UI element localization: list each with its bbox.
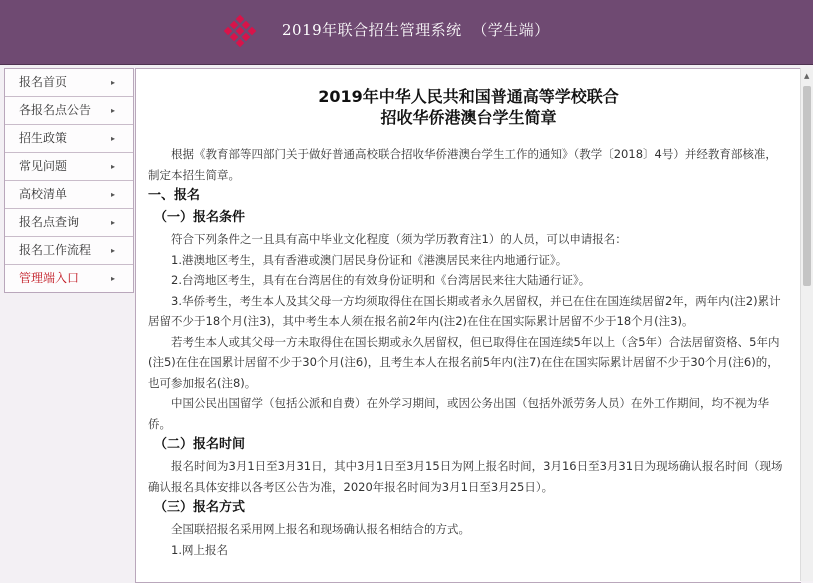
document-title-line2: 招收华侨港澳台学生简章 [380, 108, 557, 127]
condition-item: 1.港澳地区考生，具有香港或澳门居民身份证和《港澳居民来往内地通行证》。 [171, 252, 568, 267]
method-paragraph: 全国联招报名采用网上报名和现场确认报名相结合的方式。 [171, 522, 470, 536]
time-paragraph: 报名时间为3月1日至3月31日，其中3月1日至3月15日为网上报名时间，3月16日至3月31日为现场确认报名时间（现场确认报名具体安排以各考区公告为准，2020年报名时间为3月1日至3月25日）。 [148, 459, 783, 494]
sidebar-item-label: 报名首页 [19, 75, 68, 89]
chevron-right-icon: ▸ [110, 106, 115, 115]
condition-item: 3.华侨考生，考生本人及其父母一方均须取得住在国长期或者永久居留权，并已在住在国连续居留2年，两年内(注2)累计居留不少于18个月(注3)，其中考生本人须在报名前2年内(注2)在住在国实际累计居留不少于18个月(注3)。 [148, 293, 781, 328]
chevron-right-icon: ▸ [110, 78, 115, 87]
chevron-right-icon: ▸ [110, 162, 115, 171]
sidebar-item-policy[interactable] [5, 125, 133, 153]
chevron-right-icon: ▸ [110, 190, 115, 199]
sidebar-item-faq[interactable] [5, 153, 133, 181]
document-panel [135, 68, 801, 583]
sidebar-item-site-search[interactable] [5, 209, 133, 237]
conditions-intro: 符合下列条件之一且具有高中毕业文化程度（须为学历教育注1）的人员，可以申请报名： [171, 232, 627, 246]
section-heading: 一、报名 [148, 188, 201, 203]
sidebar-item-label: 报名工作流程 [19, 243, 92, 257]
condition-extra: 若考生本人或其父母一方未取得住在国长期或永久居留权，但已取得住在国连续5年以上（含5年）合法居留资格、5年内(注5)在住在国累计居留不少于30个月(注6)，且考生本人在报名前5年内(注7)在住在国实际累计居留不少于30个月(注6)的，也可参加报名(注8)。 [148, 334, 780, 390]
sidebar-item-admin-entry[interactable] [5, 265, 133, 292]
sidebar-item-label: 常见问题 [19, 159, 68, 173]
diamond-grid-logo-icon [221, 14, 261, 48]
sidebar-item-label: 各报名点公告 [19, 103, 92, 117]
chevron-right-icon: ▸ [110, 218, 115, 227]
sidebar-item-announcements[interactable] [5, 97, 133, 125]
subsection-heading: （三）报名方式 [154, 500, 246, 515]
sidebar-nav [4, 68, 134, 293]
method-item: 1.网上报名 [171, 542, 228, 557]
sidebar-item-label: 招生政策 [19, 131, 68, 145]
chevron-right-icon: ▸ [110, 134, 115, 143]
chevron-right-icon: ▸ [110, 246, 115, 255]
scrollbar-thumb[interactable] [803, 86, 811, 286]
document-title-line1: 2019年中华人民共和国普通高等学校联合 [318, 87, 619, 106]
subsection-heading: （二）报名时间 [154, 437, 246, 452]
sidebar-item-label: 高校清单 [19, 187, 68, 201]
app-header [0, 0, 813, 65]
intro-paragraph: 根据《教育部等四部门关于做好普通高校联合招收华侨港澳台学生工作的通知》（教学〔2018〕4号）并经教育部核准，制定本招生简章。 [148, 147, 777, 182]
vertical-scrollbar[interactable] [800, 68, 813, 581]
sidebar-item-label: 管理端入口 [19, 271, 80, 285]
condition-item: 2.台湾地区考生，具有在台湾居住的有效身份证明和《台湾居民来往大陆通行证》。 [171, 273, 591, 287]
sidebar-item-workflow[interactable] [5, 237, 133, 265]
subsection-heading: （一）报名条件 [154, 210, 246, 225]
scroll-up-icon[interactable]: ▲ [804, 72, 810, 80]
document-title [136, 86, 801, 128]
app-title: 2019年联合招生管理系统 （学生端） [282, 21, 550, 39]
sidebar-item-label: 报名点查询 [19, 215, 80, 229]
sidebar-item-home[interactable] [5, 69, 133, 97]
chevron-right-icon: ▸ [110, 274, 115, 283]
document-body [136, 144, 801, 560]
condition-note: 中国公民出国留学（包括公派和自费）在外学习期间，或因公务出国（包括外派劳务人员）在外工作期间，均不视为华侨。 [148, 396, 769, 431]
sidebar-item-universities[interactable] [5, 181, 133, 209]
